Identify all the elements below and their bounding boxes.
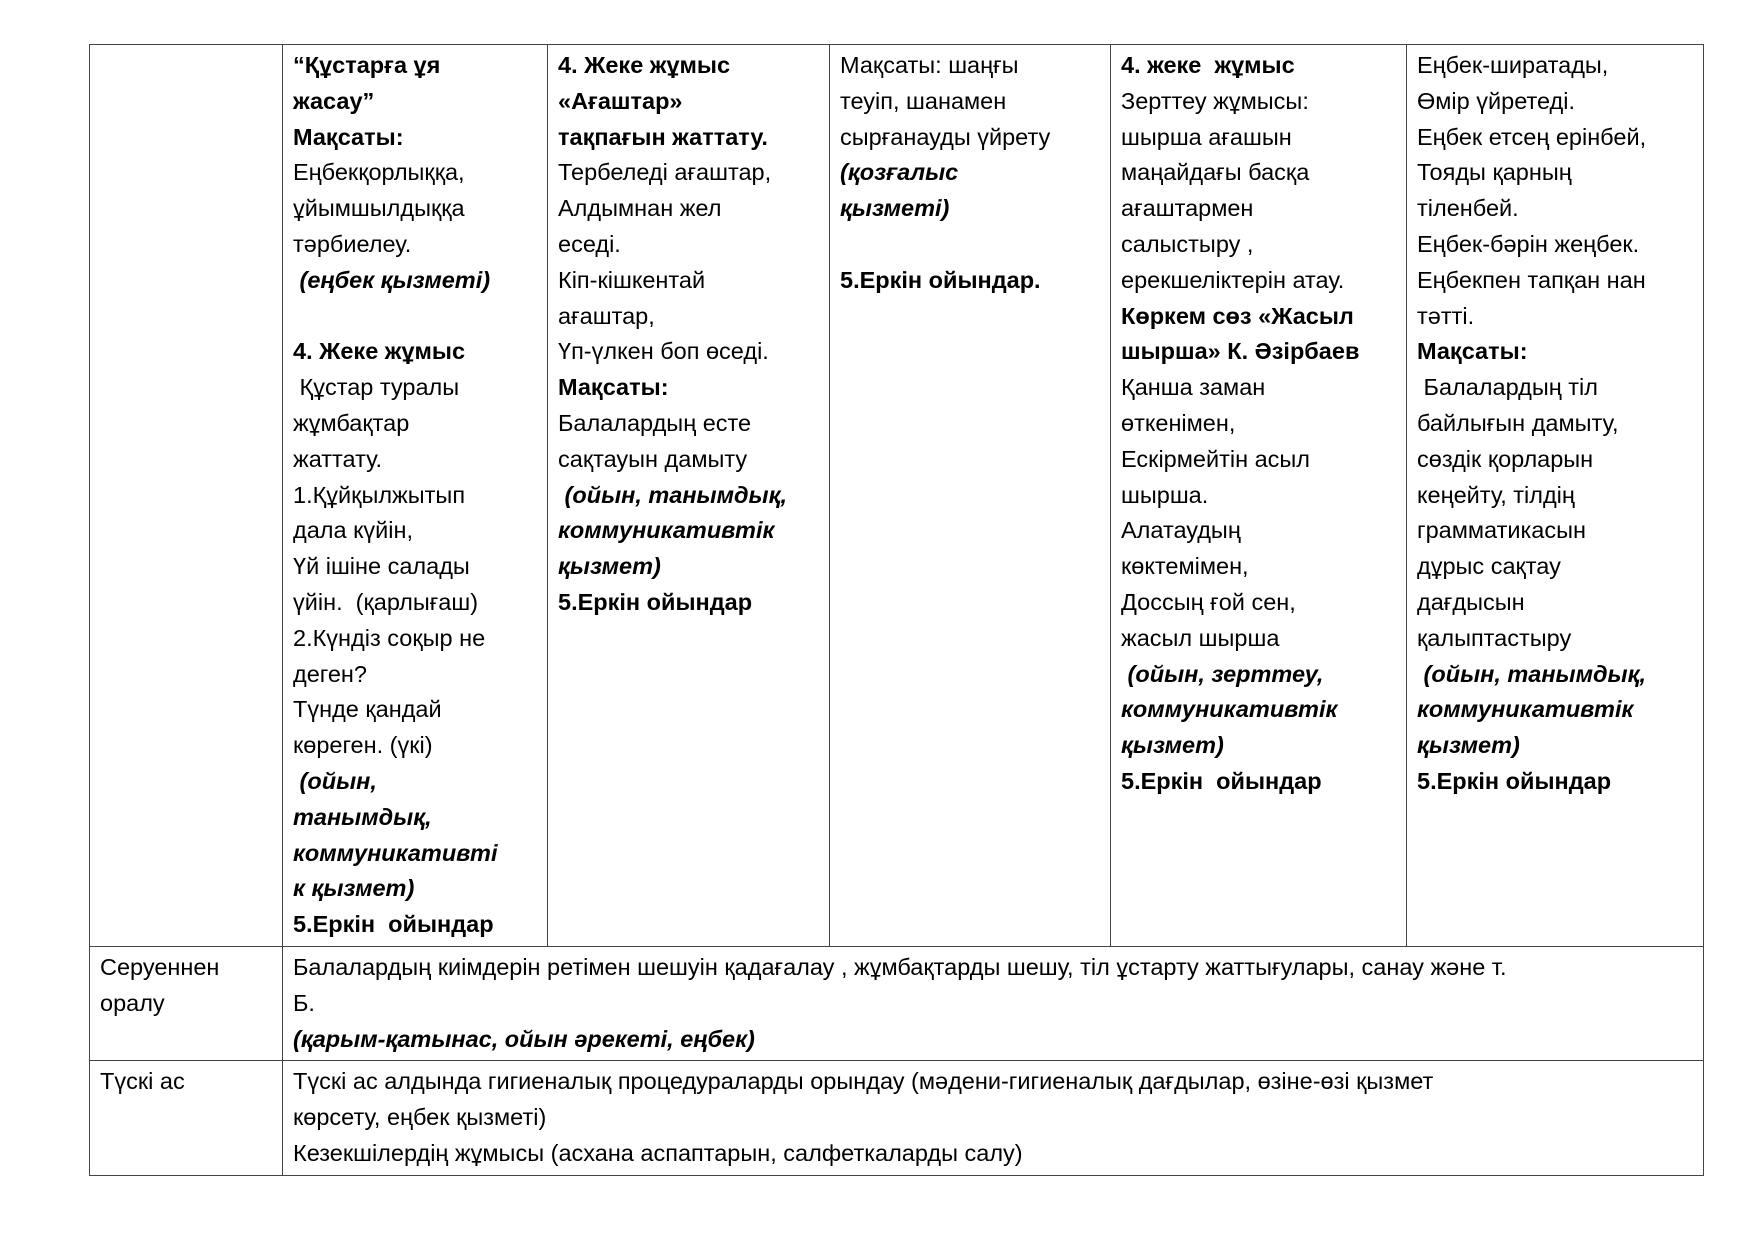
- cell-line: қызмет): [1121, 732, 1224, 759]
- cell-line: 1.Құйқылжытып: [293, 481, 466, 508]
- cell-line: Б.: [293, 989, 315, 1016]
- cell-line: салыстыру ,: [1121, 230, 1254, 257]
- activity-cell: [1111, 45, 1407, 947]
- cell-line: Доссың ғой сен,: [1121, 588, 1296, 615]
- row-label-cell: [90, 1061, 283, 1175]
- schedule-table: [89, 44, 1704, 1176]
- cell-line: Кезекшілердің жұмысы (асхана аспаптарын, салфеткаларды салу): [293, 1139, 1023, 1166]
- cell-line: 4. Жеке жұмыс: [558, 52, 731, 78]
- cell-line: коммуникативтік: [1121, 696, 1338, 723]
- cell-line: Зерттеу жұмысы:: [1121, 87, 1309, 114]
- cell-line: жасау”: [293, 87, 375, 114]
- row-label-line: Серуеннен: [100, 953, 220, 980]
- cell-line: Үп-үлкен боп өседі.: [558, 338, 769, 365]
- cell-line: 4. жеке жұмыс: [1121, 52, 1295, 78]
- cell-line: Балалардың киімдерін ретімен шешуін қадағалау , жұмбақтарды шешу, тіл ұстарту жаттығулары, санау және т.: [293, 953, 1507, 980]
- cell-line: көктемімен,: [1121, 553, 1249, 580]
- cell-line: (қарым-қатынас, ойын әрекеті, еңбек): [293, 1025, 755, 1052]
- cell-line: тақпағын жаттату.: [558, 123, 768, 150]
- cell-line: тәрбиелеу.: [293, 230, 412, 257]
- cell-line: ұйымшылдыққа: [293, 195, 465, 222]
- cell-line: жұмбақтар: [293, 409, 410, 436]
- cell-line: танымдық,: [293, 803, 432, 830]
- row-label-cell: [90, 45, 283, 947]
- cell-line: өткенімен,: [1121, 409, 1236, 436]
- cell-line: байлығын дамыту,: [1417, 409, 1619, 436]
- cell-line: к қызмет): [293, 875, 415, 902]
- cell-line: жаттату.: [293, 445, 383, 472]
- cell-line: Еңбек етсең ерінбей,: [1417, 123, 1647, 150]
- cell-line: (қозғалыс: [840, 159, 959, 186]
- cell-line: коммуникативті: [293, 839, 498, 866]
- cell-line: 5.Еркін ойындар: [558, 588, 753, 615]
- cell-line: Мақсаты:: [558, 374, 669, 401]
- cell-line: Еңбекпен тапқан нан: [1417, 266, 1646, 293]
- cell-line: Тояды қарның: [1417, 159, 1572, 186]
- cell-line: сырғанауды үйрету: [840, 123, 1051, 150]
- cell-line: кеңейту, тілдің: [1417, 481, 1575, 508]
- cell-line: 5.Еркін ойындар.: [840, 266, 1041, 293]
- activity-cell: [830, 45, 1111, 947]
- cell-line: Кіп-кішкентай: [558, 266, 706, 293]
- row-label: [100, 48, 272, 84]
- cell-line: Көркем сөз «Жасыл: [1121, 302, 1354, 329]
- cell-line: [840, 227, 1100, 263]
- cell-line: Тербеледі ағаштар,: [558, 159, 772, 186]
- cell-line: (еңбек қызметі): [293, 266, 491, 293]
- cell-line: Алатаудың: [1121, 517, 1241, 544]
- activity-cell: [548, 45, 830, 947]
- cell-line: маңайдағы басқа: [1121, 159, 1310, 186]
- cell-line: Үй ішіне салады: [293, 553, 470, 580]
- cell-line: тіленбей.: [1417, 195, 1519, 222]
- cell-line: «Ағаштар»: [558, 87, 683, 114]
- activity-cell: [1407, 45, 1704, 947]
- activity-row: [90, 45, 1704, 947]
- cell-line: Мақсаты:: [293, 123, 404, 150]
- row-label-line: Түскі ас: [100, 1068, 185, 1095]
- cell-line: теуіп, шанамен: [840, 87, 1007, 114]
- cell-line: көреген. (үкі): [293, 732, 433, 759]
- cell-line: көрсету, еңбек қызметі): [293, 1104, 547, 1131]
- cell-line: үйін. (қарлығаш): [293, 588, 479, 615]
- cell-line: (ойын,: [293, 767, 377, 794]
- cell-line: Еңбек-бәрін жеңбек.: [1417, 230, 1640, 257]
- cell-line: 5.Еркін ойындар: [293, 911, 494, 938]
- row-label-line: оралу: [100, 989, 165, 1016]
- cell-line: (ойын, зерттеу,: [1121, 660, 1324, 687]
- cell-line: “Құстарға ұя: [293, 52, 441, 78]
- lunch-row: [90, 1061, 1704, 1175]
- cell-line: деген?: [293, 660, 367, 687]
- cell-line: қалыптастыру: [1417, 624, 1572, 651]
- cell-line: Түнде қандай: [293, 696, 442, 723]
- cell-line: ерекшеліктерін атау.: [1121, 266, 1345, 293]
- cell-line: 5.Еркін ойындар: [1417, 767, 1612, 794]
- cell-line: ағаштар,: [558, 302, 655, 329]
- row-content-cell: [283, 1061, 1704, 1175]
- cell-line: Ескірмейтін асыл: [1121, 445, 1310, 472]
- cell-line: Балалардың есте: [558, 409, 752, 436]
- return-row: [90, 946, 1704, 1060]
- cell-line: [293, 299, 537, 335]
- cell-line: 4. Жеке жұмыс: [293, 338, 466, 365]
- cell-line: Алдымнан жел: [558, 195, 722, 222]
- cell-line: еседі.: [558, 230, 621, 257]
- cell-line: дала күйін,: [293, 517, 413, 544]
- cell-line: Мақсаты:: [1417, 338, 1528, 365]
- cell-line: Балалардың тіл: [1417, 374, 1598, 401]
- cell-line: Мақсаты: шаңғы: [840, 52, 1019, 78]
- cell-line: сөздік қорларын: [1417, 445, 1594, 472]
- cell-line: грамматикасын: [1417, 517, 1586, 544]
- cell-line: 2.Күндіз соқыр не: [293, 624, 486, 651]
- cell-line: (ойын, танымдық,: [558, 481, 788, 508]
- cell-line: Қанша заман: [1121, 374, 1266, 401]
- cell-line: 5.Еркін ойындар: [1121, 767, 1322, 794]
- cell-line: шырша» К. Әзірбаев: [1121, 338, 1360, 365]
- cell-line: Түскі ас алдында гигиеналық процедураларды орындау (мәдени-гигиеналық дағдылар, өзіне-өзі қызмет: [293, 1068, 1434, 1095]
- cell-line: Құстар туралы: [293, 374, 460, 401]
- cell-line: шырша.: [1121, 481, 1209, 508]
- cell-line: (ойын, танымдық,: [1417, 660, 1647, 687]
- cell-line: қызметі): [840, 195, 950, 222]
- cell-line: Еңбекқорлыққа,: [293, 159, 465, 186]
- cell-line: жасыл шырша: [1121, 624, 1280, 651]
- activity-cell: [283, 45, 548, 947]
- cell-line: коммуникативтік: [1417, 696, 1634, 723]
- cell-line: коммуникативтік: [558, 517, 775, 544]
- cell-line: ағаштармен: [1121, 195, 1254, 222]
- cell-line: сақтауын дамыту: [558, 445, 748, 472]
- cell-line: тәтті.: [1417, 302, 1475, 329]
- cell-line: қызмет): [558, 553, 661, 580]
- cell-line: қызмет): [1417, 732, 1520, 759]
- cell-line: шырша ағашын: [1121, 123, 1292, 150]
- row-content-cell: [283, 946, 1704, 1060]
- cell-line: дұрыс сақтау: [1417, 553, 1561, 580]
- cell-line: дағдысын: [1417, 588, 1525, 615]
- row-label-cell: [90, 946, 283, 1060]
- cell-line: Еңбек-ширатады,: [1417, 52, 1609, 78]
- cell-line: Өмір үйретеді.: [1417, 87, 1576, 114]
